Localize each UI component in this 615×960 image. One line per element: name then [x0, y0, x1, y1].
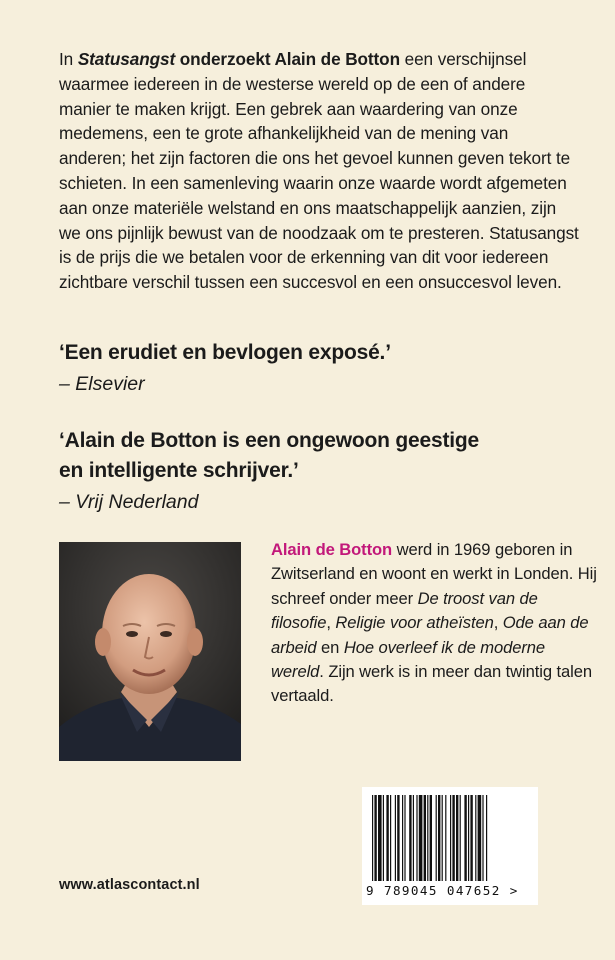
work-title: Religie voor atheïsten	[335, 613, 494, 633]
blurb-prefix: In	[59, 49, 78, 69]
review-quote-elsevier	[59, 338, 599, 398]
back-cover-blurb	[59, 47, 579, 295]
blurb-bold-text: onderzoekt Alain de Botton	[175, 49, 400, 69]
barcode-bar	[390, 795, 391, 881]
barcode-bar	[374, 795, 376, 881]
barcode-bar	[378, 795, 382, 881]
barcode-bar	[402, 795, 403, 881]
barcode-bar	[372, 795, 373, 881]
barcode-bar	[395, 795, 396, 881]
barcode-bar	[404, 795, 405, 881]
review-quote-vrij-nederland	[59, 426, 599, 516]
barcode-bar	[452, 795, 454, 881]
quote-source: – Elsevier	[59, 373, 145, 395]
quote-text: ‘Alain de Botton is een ongewoon geestige en intelligente schrijver.’	[59, 429, 480, 482]
barcode-bar	[386, 795, 388, 881]
isbn-barcode	[362, 787, 538, 905]
quote-text: ‘Een erudiet en bevlogen exposé.’	[59, 341, 391, 364]
barcode-bar	[442, 795, 443, 881]
barcode-bar	[383, 795, 384, 881]
work-title: De troost van de filosofie	[271, 588, 538, 633]
barcode-bars	[370, 795, 530, 883]
barcode-bar	[468, 795, 469, 881]
blurb-text-start: een verschijnsel	[399, 49, 527, 69]
author-name: Alain de Botton	[271, 540, 393, 559]
barcode-bar	[430, 795, 432, 881]
barcode-bar	[419, 795, 423, 881]
barcode-bar	[450, 795, 451, 881]
barcode-bar	[456, 795, 458, 881]
work-title: Hoe overleef ik de moderne wereld	[271, 637, 546, 682]
barcode-bar	[409, 795, 411, 881]
barcode-bar	[486, 795, 487, 881]
barcode-bar	[413, 795, 414, 881]
barcode-bar	[427, 795, 428, 881]
barcode-bar	[416, 795, 417, 881]
isbn-number: 9 789045 047652 >	[366, 883, 519, 898]
barcode-bar	[445, 795, 446, 881]
blurb-body: waarmee iedereen in de westerse wereld op de een of andere manier te maken krijgt. Een gebrek aan waardering van onze medemens, een te grote afhankelijkheid van de mening van anderen; het zijn factoren die ons het gevoel kunnen geven tekort te schieten. In een samenleving waarin onze waarde wordt afgemeten aan onze materiële welstand en ons maatschappelijk aanzien, zijn we ons pijnlijk bewust van de noodzaak om te presteren. Statusangst is de prijs die we betalen voor de erkenning van dit voor iedereen zichtbare verschil tussen een succesvol en een onsuccesvol leven.	[59, 73, 579, 293]
barcode-bar	[475, 795, 476, 881]
author-photo	[59, 542, 241, 761]
quote-source: – Vrij Nederland	[59, 491, 199, 513]
barcode-bar	[478, 795, 482, 881]
work-title: Ode aan de arbeid	[271, 613, 589, 657]
barcode-bar	[424, 795, 426, 881]
author-bio: Alain de Botton werd in 1969 geboren in Zwitserland en woont en werkt in Londen. Hij schreef onder meer De troost van de filosofie, Religie voor atheïsten, Ode aan de arbeid en Hoe overleef ik de moderne wereld. Zijn werk is in meer dan twintig talen vertaald.	[271, 540, 597, 706]
barcode-bar	[464, 795, 466, 881]
barcode-bar	[438, 795, 440, 881]
barcode-bar	[397, 795, 399, 881]
book-title: Statusangst	[77, 49, 176, 69]
publisher-website: www.atlascontact.nl	[59, 877, 200, 893]
barcode-bar	[470, 795, 472, 881]
barcode-bar	[460, 795, 461, 881]
barcode-bar	[436, 795, 437, 881]
barcode-bar	[482, 795, 483, 881]
